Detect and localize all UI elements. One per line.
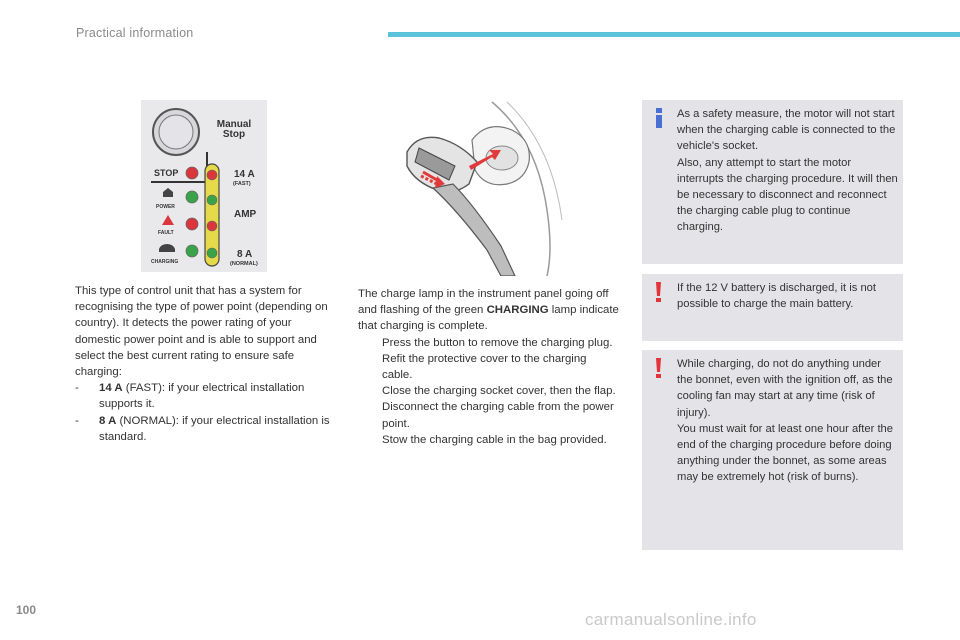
step-text: Press the button to remove the charging plug.: [382, 336, 613, 349]
manual-stop-label-line2: Stop: [222, 129, 246, 140]
normal-rating-label: 8 A: [237, 249, 253, 260]
battery-warning-notice: [642, 274, 903, 341]
amp-label: AMP: [234, 209, 257, 220]
power-lamp: [186, 191, 198, 203]
checkbox-bullet-icon: [358, 432, 382, 448]
list-item: [358, 432, 620, 448]
charging-complete-procedure: [358, 286, 620, 448]
power-label: POWER: [156, 204, 175, 210]
fault-lamp: [186, 218, 198, 230]
control-unit-description: [75, 283, 337, 445]
checkbox-bullet-icon: [358, 351, 382, 383]
fast-lamp: [207, 170, 217, 180]
charging-lamp: [186, 245, 198, 257]
amp-mid-lamp: [207, 195, 217, 205]
list-dash: -: [75, 414, 79, 427]
fast-mode-label: (FAST): [233, 181, 251, 187]
bonnet-warning-notice: [642, 350, 903, 550]
step-text: Close the charging socket cover, then the flap.: [382, 385, 616, 398]
fast-rating-label: 14 A: [234, 169, 255, 180]
step-text: Stow the charging cable in the bag provided.: [382, 433, 607, 446]
normal-description: (NORMAL): if your electrical installation is standard.: [99, 414, 330, 443]
info-paragraph: Also, any attempt to start the motor interrupts the charging procedure. It will then be necessary to disconnect and reconnect the charging cable plug to continue charging.: [677, 156, 898, 234]
info-notice: [642, 100, 903, 264]
list-item-normal: [75, 413, 337, 445]
checkbox-bullet-icon: [358, 399, 382, 431]
battery-warning-text: If the 12 V battery is discharged, it is not possible to charge the main battery.: [677, 282, 876, 311]
bonnet-warning-paragraph: While charging, do not do anything under the bonnet, even with the ignition off, as the cooling fan may start at any time (risk of injury).: [677, 358, 893, 419]
header-accent-bar: [388, 32, 960, 37]
normal-rating: 8 A: [99, 414, 117, 427]
fault-label: FAULT: [158, 230, 174, 236]
stop-label: STOP: [154, 168, 179, 178]
list-item: [358, 399, 620, 431]
section-title: Practical information: [76, 26, 194, 40]
control-unit-intro: This type of control unit that has a system for recognising the type of power point (depending on country). It detects the power rating of your domestic power point and is able to support and select the best current rating to ensure safe charging:: [75, 285, 328, 379]
watermark: carmanualsonline.info: [585, 610, 757, 629]
charging-complete-intro: [358, 286, 620, 335]
charging-lamp-name: CHARGING: [486, 304, 549, 317]
intro-text: The charge lamp in the instrument panel going off and flashing of the green: [358, 288, 609, 317]
page-number: 100: [16, 603, 37, 617]
bonnet-warning-paragraph: You must wait for at least one hour after the end of the charging procedure before doing anything under the bonnet, as some areas may be extremely hot (risk of burns).: [677, 422, 894, 484]
warning-icon: [652, 282, 666, 302]
warning-icon: [652, 358, 666, 378]
checkbox-bullet-icon: [358, 383, 382, 399]
control-unit-figure: [141, 100, 267, 272]
list-item: [358, 351, 620, 383]
fast-description: (FAST): if your electrical installation supports it.: [99, 382, 305, 411]
charging-label: CHARGING: [151, 259, 179, 265]
normal-mode-label: (NORMAL): [230, 261, 258, 267]
list-dash: -: [75, 382, 79, 395]
list-item: [358, 335, 620, 351]
plug-removal-figure: [397, 100, 577, 276]
normal-lamp: [207, 248, 217, 258]
fast-rating: 14 A: [99, 382, 123, 395]
checkbox-bullet-icon: [358, 335, 382, 351]
list-item: [358, 383, 620, 399]
step-text: Disconnect the charging cable from the power point.: [382, 401, 614, 430]
intro-text-end: lamp indicate that charging is complete.: [358, 304, 619, 333]
manual-stop-label-line1: Manual: [216, 119, 252, 130]
info-paragraph: As a safety measure, the motor will not start when the charging cable is connected to the vehicle's socket.: [677, 108, 896, 153]
stop-lamp: [186, 167, 198, 179]
list-item-fast: [75, 380, 337, 412]
step-text: Refit the protective cover to the charging cable.: [382, 352, 587, 382]
info-icon: [652, 108, 666, 128]
amp-low-lamp: [207, 221, 217, 231]
